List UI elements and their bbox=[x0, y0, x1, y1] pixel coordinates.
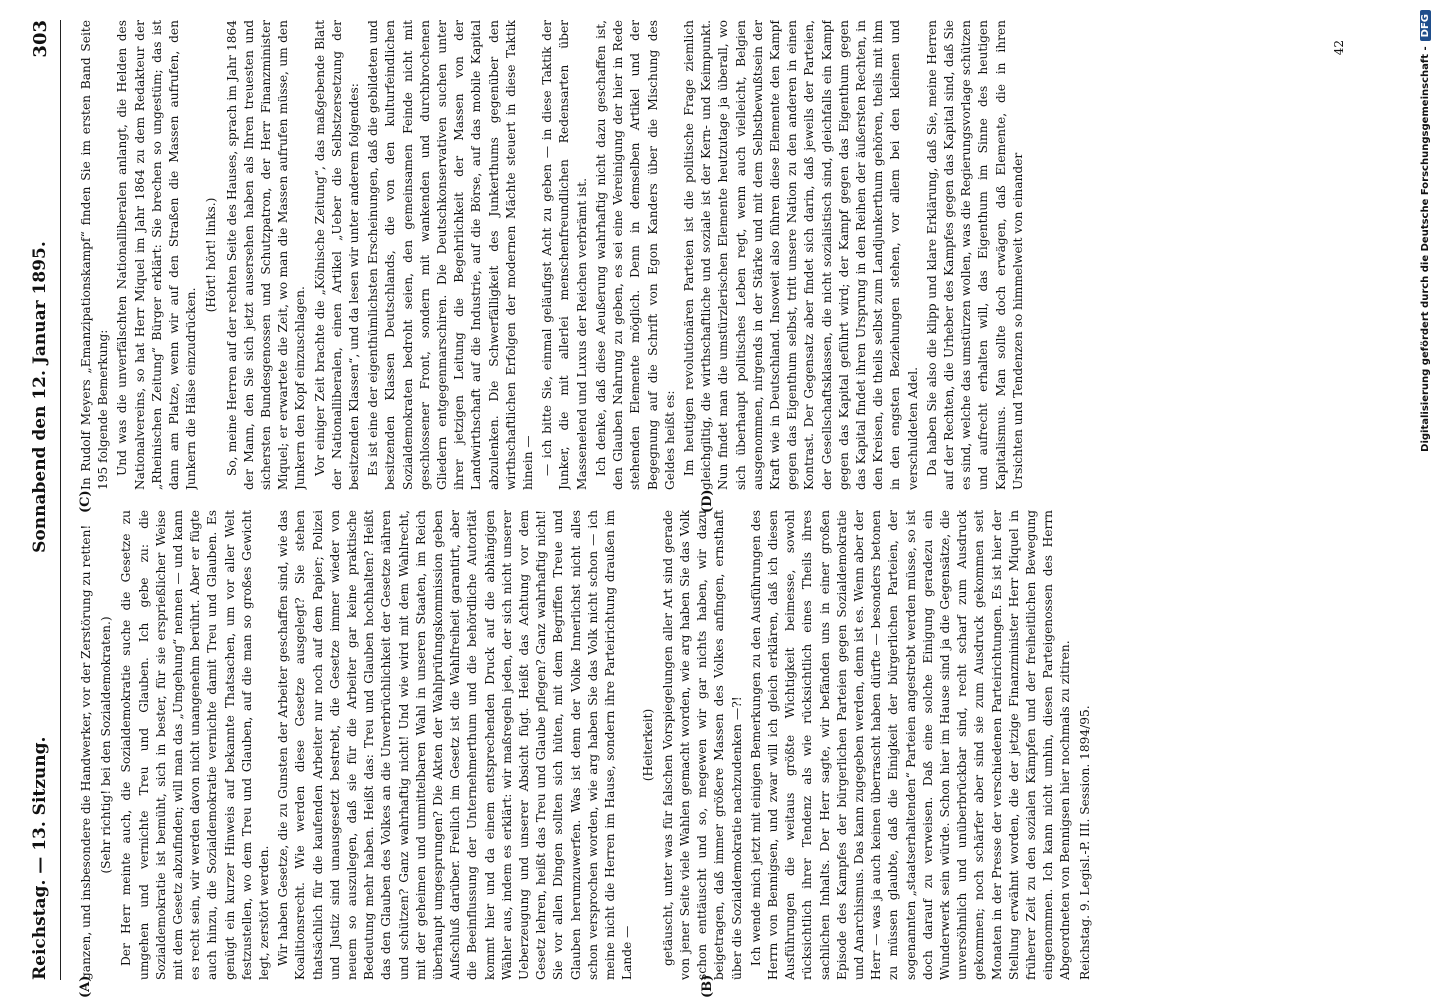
paragraph: (Hört! hört! links.) bbox=[204, 197, 219, 313]
paragraph: Ich denke, daß diese Aeußerung wahrhaftig nicht dazu geschaffen ist, den Glauben Nahrung zu geben, es sei eine Vereinigung der hier in Rede stehenden Elemente möglich. Denn in demselben Artikel und der Begegnung auf die Schrift von Egon Kanders über die Mischung des Geldes heißt es: bbox=[593, 20, 677, 490]
paragraph: — ich bitte Sie, einmal geläufigst Acht zu geben — in diese Taktik der Junker, die mit allerlei menschenfreundlichen Redensarten über Massenelend und Luxus der Reichen verbrämt ist. bbox=[540, 20, 589, 490]
digitization-credit-strip bbox=[1414, 0, 1432, 1000]
paragraph: Es ist eine der eigenthümlichsten Erscheinungen, daß die gebildeten und besitzenden Klassen Deutschlands, die von den kulturfeindlichen Sozialdemokraten bedroht seien, den gemeinsamen Feinde nicht mit geschlossener Front, sondern mit wankenden und durchbrochenen Gliedern entgegenmarschiren. Die Deutschkonservativen suchen unter ihrer jetzigen Leitung die Begehrlichkeit der Massen von der Landwirthschaft auf die Industrie, auf die Börse, auf das mobile Kapital abzulenken. Die Schwerfälligkeit des Junkerthums gegenüber den wirthschaftlichen Erfolgen der modernen Mächte steuert in diese Taktik hinein — bbox=[366, 20, 536, 490]
paragraph: Reichstag. 9. Legisl.-P. III. Session. 1894/95. bbox=[1077, 705, 1092, 980]
paragraph: So, meine Herren auf der rechten Seite des Hauses, sprach im Jahr 1864 der Mann, den Sie sich jetzt ausersehen haben als Ihren treuesten und sichersten Bundesgenossen und Schutzpatron, der Herr Finanzminister Miquel; er erwartete die Zeit, wo man die Massen aufrufen müsse, um den Junkern den Kopf einzuschlagen. bbox=[224, 20, 308, 490]
right-text-column bbox=[78, 20, 1318, 490]
paragraph: Ich wende mich jetzt mit einigen Bemerkungen zu den Ausführungen des Herrn von Bennigsen, und zwar will ich gleich erklären, daß ich diesen Ausführungen die weitaus größte Wichtigkeit beimesse, sowohl rücksichtlich ihrer Tendenz als wie rücksichtlich eines Theils ihres sachlichen Inhalts. Der Herr sagte, wir befänden uns in einer großen Episode des Kampfes der bürgerlichen Parteien gegen Sozialdemokratie und Anarchismus. Das kann zugegeben werden, denn ist es. Wenn aber der Herr — was ja auch keinen überrascht haben dürfte — besonders betonen zu müssen glaubte, daß die Einigkeit der bürgerlichen Parteien, der sogenannten „staatserhaltenden“ Parteien angestrebt werden müsse, so ist doch darauf zu verweisen. Daß eine solche Einigung geradezu ein Wunderwerk sein würde. Schon hier im Hause sind ja die Gegensätze, die unversöhnlich und unüberbrückbar sind, recht scharf zum Ausdruck gekommen; noch schärfer aber sind sie zum Ausdruck gekommen seit Monaten in der Presse der verschiedenen Parteirichtungen. Es ist hier der Stellung erwähnt worden, die der jetzige Finanzminister Herr Miquel in früherer Zeit zu den sozialen Kämpfen und der freiheitlichen Bewegung eingenommen. Ich kann nicht umhin, diesen Parteigenossen des Herrn Abgeordneten von Bennigsen hier nochmals zu zitiren. bbox=[748, 510, 1073, 980]
header-left: Reichstag. — 13. Sitzung. bbox=[30, 736, 50, 980]
paragraph: ganzen, und insbesondere die Handwerker, vor der Zerstörung zu retten! bbox=[79, 524, 93, 980]
paragraph: getäuscht, unter was für falschen Vorspiegelungen aller Art sind gerade von jener Seite viele Wahlen gemacht worden, wie arg haben Sie das Volk schon enttäuscht und so, megewen wir gar nichts haben, wir dazu beigetragen, daß immer größere Massen des Volkes anfingen, ernsthaft über die Sozialdemokratie nachzudenken —?! bbox=[660, 510, 744, 980]
margin-marker-c: (C) bbox=[78, 490, 93, 513]
credit-text-row bbox=[1416, 0, 1432, 1000]
credit-text: Digitalisierung gefördert durch die Deutsche Forschungsgemeinschaft - bbox=[1419, 46, 1431, 452]
paragraph: Der Herr meinte auch, die Sozialdemokratie suche die Gesetze zu umgehen und vernichte Treu und Glauben. Ich gebe zu: die Sozialdemokratie ist bemüht, sich in bester, für sie ersprießlicher Weise mit dem Gesetz abzufinden; will man das „Umgehung“ nennen — und kann es recht sein, wir werden davon nicht unangenehm berührt. Aber er fügte auch hinzu, die Sozialdemokratie vernichte damit Treu und Glauben. Es genügt ein kurzer Hinweis auf bekannte Thatsachen, um vor aller Welt festzustellen, wo dem Treu und Glauben, auf die man so großes Gewicht legt, zerstört werden. bbox=[119, 510, 272, 980]
paragraph: (Heiterkeit) bbox=[640, 708, 655, 782]
page-number: 303 bbox=[29, 20, 51, 58]
paragraph: Wir haben Gesetze, die zu Gunsten der Arbeiter geschaffen sind, wie das Koalitionsrecht. Wie werden diese Gesetze ausgelegt? Sie stehen thatsächlich für die kaufenden Arbeiter nur noch auf dem Papier; Polizei und Justiz sind unausgesetzt bestrebt, die Gesetze immer wieder von neuem so auszulegen, daß sie für die Arbeiter gar keine praktische Bedeutung mehr haben. Heißt das: Treu und Glauben hochhalten? Heißt das den Glauben des Volkes an die Unverbrüchlichkeit der Gesetze nähren und schützen? Ganz wahrhaftig nicht! Und wie wird mit dem Wahlrecht, mit der geheimen und unmittelbaren Wahl in unseren Staaten, im Reich überhaupt umgesprungen? Die Akten der Wahlprüfungskommission geben Aufschluß darüber. Freilich im Gesetz ist die Wahlfreiheit garantirt, aber die Beeinflussung der Unternehmerthum und die behördliche Autorität kommt hier und da einem entsprechenden Druck auf die abhängigen Wähler aus, indem es erklärt: wir maßregeln jeden, der sich nicht unserer Ueberzeugung und unserer Absicht fügt. Heißt das Achtung vor dem Gesetz lehren, heißt das Treu und Glaube pflegen? Ganz wahrhaftig nicht! Sie vor allen Dingen sollten sich hüten, mit dem Begriffen Treue und Glauben herumzuwerfen. Was ist denn der Volke Innerlichst nicht alles schon versprochen worden, wie arg haben Sie das Volk nicht schon — ich meine nicht die Herren im Hause, sondern ihre Parteirichtung draußen im Lande — bbox=[276, 510, 635, 980]
sheet-number: 42 bbox=[1332, 40, 1346, 56]
dfg-logo: DFG bbox=[1420, 10, 1431, 41]
paragraph: Da haben Sie also die klipp und klare Erklärung, daß Sie, meine Herren auf der Rechten, die Urheber des Kampfes gegen das Kapital sind, daß Sie es sind, welche das umstürzen wollen, was die Regierungsvorlage schützen und aufrecht erhalten will, das Eigenthum im Sinne des heutigen Kapitalismus. Man sollte doch erwägen, daß Elemente, die in ihren Ursichten und Tendenzen so himmelweit von einander bbox=[924, 20, 1025, 490]
paragraph: Im heutigen revolutionären Parteien ist die politische Frage ziemlich gleichgiltig, die wirthschaftliche und soziale ist der Kern- und Keimpunkt. Nun findet man die umstürzlerischen Elemente heutzutage ja überall, wo sich überhaupt politisches Leben regt, wenn auch vielleicht, Belgien ausgenommen, nirgends in der Stärke und mit dem Selbstbewußtsein der Kraft wie in Deutschland. Insoweit also führen diese Elemente den Kampf gegen das Eigenthum selbst, tritt unsere Nation zu den anderen in einen Kontrast. Der Gegensatz aber findet sich darin, daß jeweils der Parteien, der Gesellschaftsklassen, die nicht sozialistisch sind, gleichfalls ein Kampf gegen das Kapital geführt wird; der Kampf gegen das Eigenthum gegen das Kapital findet ihren Ursprung in den Reihen der äußersten Rechten, in den Kreisen, die theils selbst zum Landjunkerthum gehören, theils mit ihm in den engsten Beziehungen stehen, vor allem bei den kleinen und verschuldeten Adel. bbox=[681, 20, 920, 490]
page-header bbox=[20, 20, 61, 980]
margin-marker-a: (A) bbox=[78, 975, 93, 998]
left-text-column bbox=[78, 510, 1318, 980]
paragraph: (Sehr richtig! bei den Sozialdemokraten.) bbox=[99, 616, 114, 874]
header-center: Sonnabend den 12. Januar 1895. bbox=[30, 241, 50, 553]
paragraph: Vor einiger Zeit brachte die „Kölnische Zeitung“, das maßgebende Blatt der Nationalliberalen, einen Artikel „Ueber die Selbstzersetzung der besitzenden Klassen“, und da lesen wir unter anderem folgendes: bbox=[312, 20, 362, 490]
margin-marker-b: (B) bbox=[700, 974, 715, 998]
margin-marker-d: (D) bbox=[700, 489, 715, 513]
paragraph: In Rudolf Meyers „Emanzipationskampf“ finden Sie im ersten Band Seite 195 folgende Bemerkung: bbox=[79, 20, 111, 490]
paragraph: Und was die unverfälschten Nationalliberalen anlangt, die Helden des Nationalvereins, so hat Herr Miquel im Jahr 1864 zu dem Redakteur der „Rheinischen Zeitung“ Bürger erklärt: Sie brechen so ungestüm; das ist dann am Platze, wenn wir auf den Straßen die Massen aufrufen, den Junkern die Hälse einzudrücken. bbox=[115, 20, 199, 490]
